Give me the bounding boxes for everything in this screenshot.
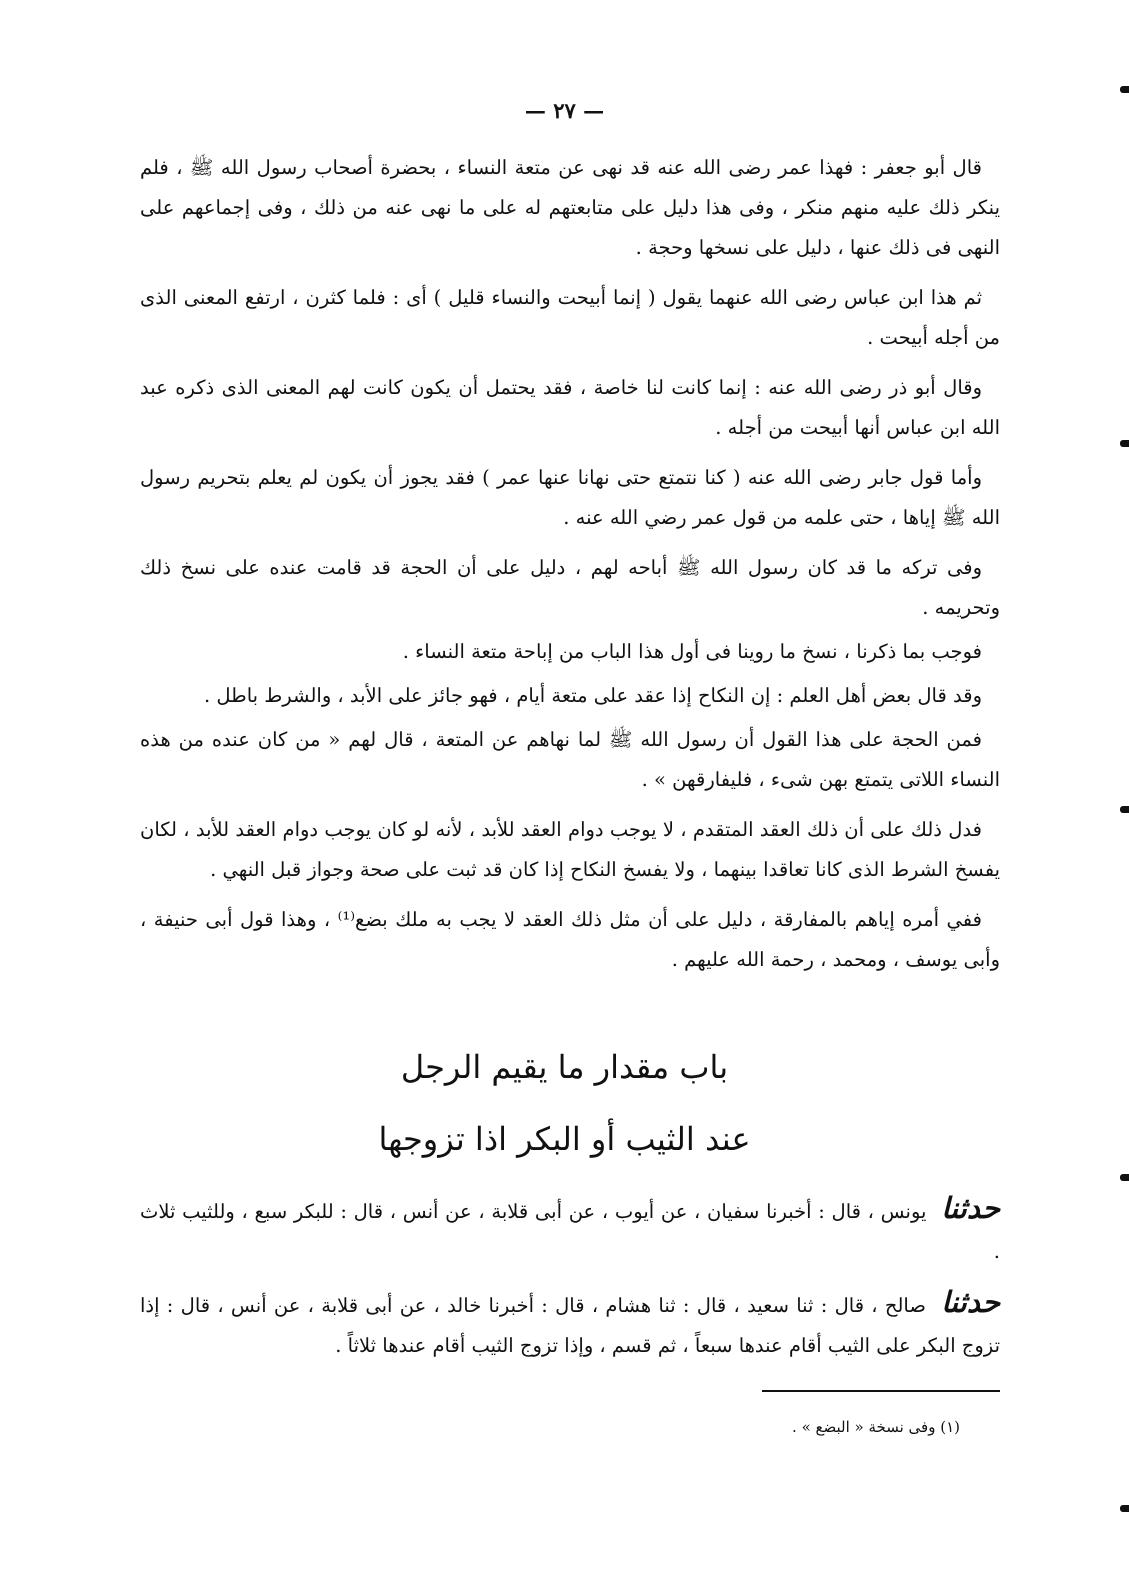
paragraph: فوجب بما ذكرنا ، نسخ ما روينا فى أول هذا الباب من إباحة متعة النساء . bbox=[402, 640, 982, 663]
footnote-divider bbox=[762, 1390, 1000, 1392]
hadith-lead: حدثنا bbox=[941, 1285, 1000, 1319]
page-number: — ٢٧ — bbox=[524, 98, 605, 123]
paragraph: وقال أبو ذر رضى الله عنه : إنما كانت لنا خاصة ، فقد يحتمل أن يكون كانت لهم المعنى الذى ذكره عبد الله ابن عباس أنها أبيحت من أجله . bbox=[140, 376, 1000, 439]
hadith-text: صالح ، قال : ثنا سعيد ، قال : ثنا هشام ، قال : أخبرنا خالد ، عن أبى قلابة ، عن أنس ، قال : إذا تزوج البكر على الثيب أقام عندها سبعاً ، ثم قسم ، وإذا تزوج الثيب أقام عندها ثلاثاً . bbox=[140, 1294, 1000, 1357]
paragraph: وأما قول جابر رضى الله عنه ( كنا نتمتع حتى نهانا عنها عمر ) فقد يجوز أن يكون لم يعلم بتحريم رسول الله ﷺ إياها ، حتى علمه من قول عمر رضي الله عنه . bbox=[140, 466, 1000, 529]
paragraph: ثم هذا ابن عباس رضى الله عنهما يقول ( إنما أبيحت والنساء قليل ) أى : فلما كثرن ، ارتفع المعنى الذى من أجله أبيحت . bbox=[140, 286, 1000, 349]
paragraph: ففي أمره إياهم بالمفارقة ، دليل على أن مثل ذلك العقد لا يجب به ملك بضع⁽¹⁾ ، وهذا قول أبى حنيفة ، وأبى يوسف ، ومحمد ، رحمة الله عليهم . bbox=[140, 908, 1000, 971]
main-text-block bbox=[140, 148, 1000, 990]
hadith-paragraph bbox=[140, 1188, 1000, 1272]
hadith-text: يونس ، قال : أخبرنا سفيان ، عن أيوب ، عن أبى قلابة ، عن أنس ، قال : للبكر سبع ، وللثيب ثلاث . bbox=[140, 1200, 1000, 1263]
footnote: (١) وفى نسخة « البضع » . bbox=[792, 1418, 960, 1436]
paragraph: وقد قال بعض أهل العلم : إن النكاح إذا عقد على متعة أيام ، فهو جائز على الأبد ، والشرط باطل . bbox=[204, 684, 982, 707]
scan-edge-mark bbox=[1120, 1174, 1129, 1181]
scan-edge-mark bbox=[1120, 1505, 1129, 1512]
paragraph: قال أبو جعفر : فهذا عمر رضى الله عنه قد نهى عن متعة النساء ، بحضرة أصحاب رسول الله ﷺ ، فلم ينكر ذلك عليه منهم منكر ، وفى هذا دليل على متابعتهم له على ما نهى عنه من ذلك ، وفى إجماعهم على النهى فى ذلك عنها ، دليل على نسخها وحجة . bbox=[140, 156, 1000, 259]
paragraph: وفى تركه ما قد كان رسول الله ﷺ أباحه لهم ، دليل على أن الحجة قد قامت عنده على نسخ ذلك وتحريمه . bbox=[140, 556, 1000, 619]
scan-edge-mark bbox=[1120, 806, 1129, 813]
scan-edge-mark bbox=[1120, 440, 1129, 447]
chapter-title-line-1: باب مقدار ما يقيم الرجل bbox=[400, 1048, 729, 1086]
hadith-paragraph bbox=[140, 1282, 1000, 1366]
paragraph: فدل ذلك على أن ذلك العقد المتقدم ، لا يوجب دوام العقد للأبد ، لأنه لو كان يوجب دوام العقد للأبد ، لكان يفسخ الشرط الذى كانا تعاقدا بينهما ، ولا يفسخ النكاح إذا كان قد ثبت على صحة وجواز قبل النهي . bbox=[140, 818, 1000, 881]
scan-edge-mark bbox=[1120, 86, 1129, 93]
paragraph: فمن الحجة على هذا القول أن رسول الله ﷺ لما نهاهم عن المتعة ، قال لهم « من كان عنده من هذه النساء اللاتى يتمتع بهن شىء ، فليفارقهن » . bbox=[140, 728, 1000, 791]
hadith-lead: حدثنا bbox=[941, 1191, 1000, 1225]
hadith-block bbox=[140, 1188, 1000, 1376]
chapter-title-line-2: عند الثيب أو البكر اذا تزوجها bbox=[378, 1120, 751, 1158]
